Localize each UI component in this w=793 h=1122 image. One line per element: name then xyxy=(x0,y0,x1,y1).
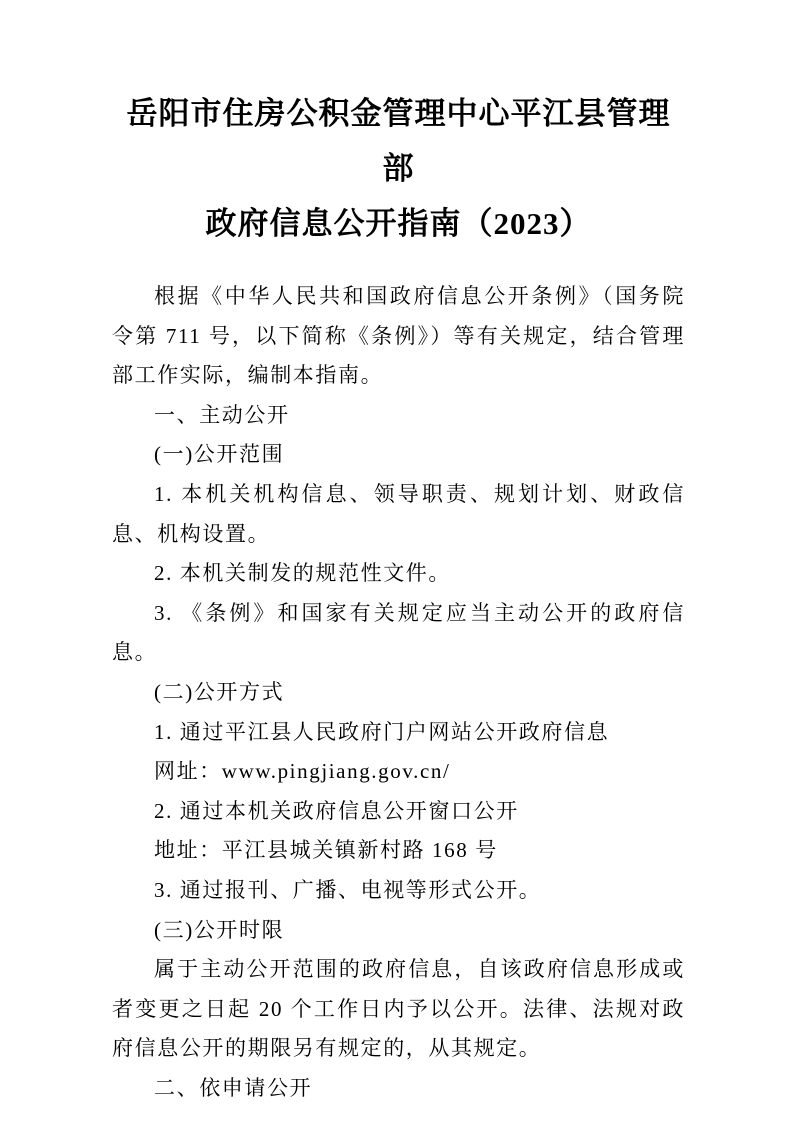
heading-section-2: 二、依申请公开 xyxy=(154,1075,313,1100)
document-content xyxy=(0,86,793,1108)
paragraph-website: 网址：www.pingjiang.gov.cn/ xyxy=(154,759,451,784)
document-title xyxy=(112,86,685,251)
heading-section-1: 一、主动公开 xyxy=(154,402,290,427)
paragraph-scope-item-3: 3. 《条例》和国家有关规定应当主动公开的政府信息。 xyxy=(112,600,685,665)
paragraph-method-item-2: 2. 通过本机关政府信息公开窗口公开 xyxy=(154,798,519,823)
paragraph-scope-item-1: 1. 本机关机构信息、领导职责、规划计划、财政信息、机构设置。 xyxy=(112,481,685,546)
heading-section-1-3: (三)公开时限 xyxy=(154,917,285,942)
title-line-2: 政府信息公开指南（2023） xyxy=(205,206,592,241)
title-line-1: 岳阳市住房公积金管理中心平江县管理部 xyxy=(126,96,671,186)
heading-section-1-1: (一)公开范围 xyxy=(154,442,285,467)
paragraph-method-item-1: 1. 通过平江县人民政府门户网站公开政府信息 xyxy=(154,719,610,744)
paragraph-time-limit: 属于主动公开范围的政府信息，自该政府信息形成或者变更之日起 20 个工作日内予以公开。法律、法规对政府信息公开的期限另有规定的，从其规定。 xyxy=(112,957,685,1061)
paragraph-scope-item-2: 2. 本机关制发的规范性文件。 xyxy=(154,561,451,586)
document-body xyxy=(112,277,685,1108)
heading-section-1-2: (二)公开方式 xyxy=(154,679,285,704)
paragraph-intro: 根据《中华人民共和国政府信息公开条例》（国务院令第 711 号，以下简称《条例》）等有关规定，结合管理部工作实际，编制本指南。 xyxy=(112,284,685,388)
paragraph-method-item-3: 3. 通过报刊、广播、电视等形式公开。 xyxy=(154,877,542,902)
paragraph-address: 地址：平江县城关镇新村路 168 号 xyxy=(154,838,498,863)
